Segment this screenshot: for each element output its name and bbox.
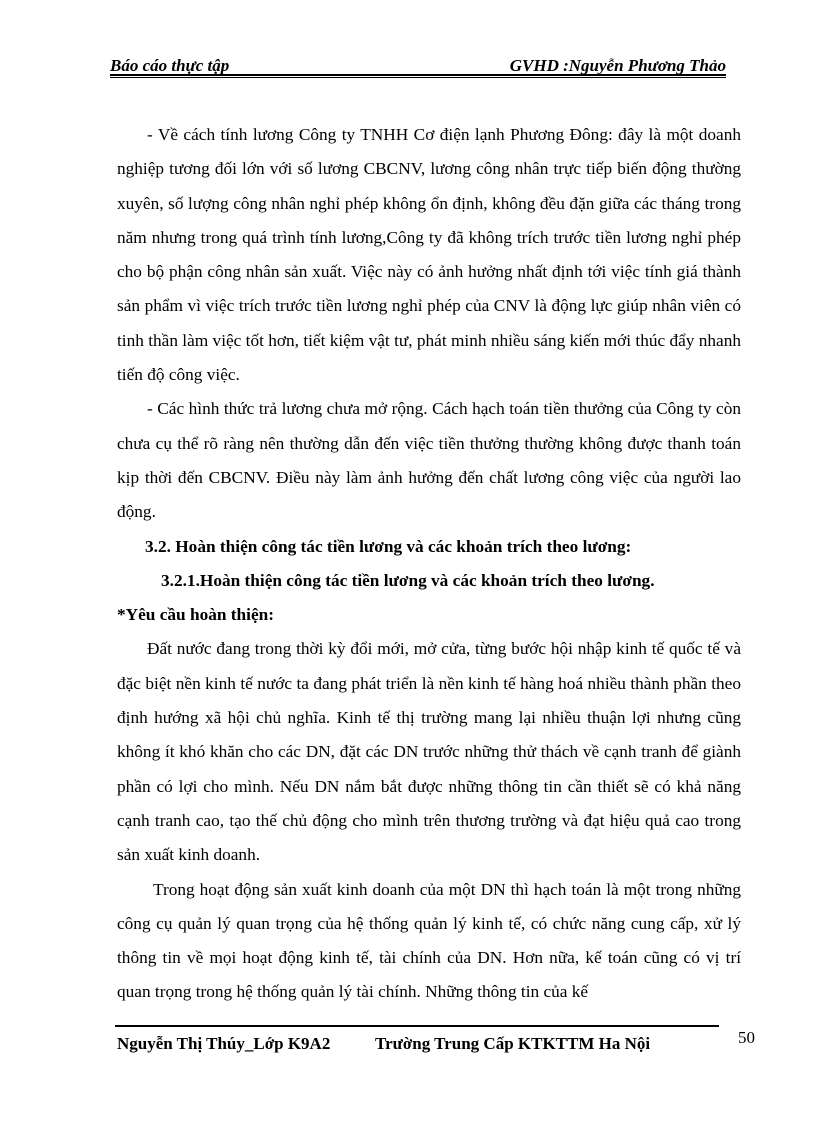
footer-divider	[115, 1025, 719, 1027]
paragraph-accounting: Trong hoạt động sản xuất kinh doanh của một DN thì hạch toán là một trong những công cụ quản lý quan trọng của hệ thống quản lý kinh tế, có chức năng cung cấp, xử lý thông tin về mọi hoạt động kinh tế, tài chính của DN. Hơn nữa, kế toán cũng có vị trí quan trọng trong hệ thống quản lý tài chính. Những thông tin của kế	[117, 879, 741, 1002]
paragraph-salary-calculation: - Về cách tính lương Công ty TNHH Cơ điện lạnh Phương Đông: đây là một doanh nghiệp tương đối lớn với số lương CBCNV, lương công nhân trực tiếp biến động thường xuyên, số lượng công nhân nghỉ phép không ổn định, không đều đặn giữa các tháng trong năm nhưng trong quá trình tính lương,Công ty đã không trích trước tiền lương nghỉ phép cho bộ phận công nhân sản xuất. Việc này có ảnh hưởng nhất định tới việc tính giá thành sản phẩm vì việc trích trước tiền lương nghỉ phép của CNV là động lực giúp nhân viên có tinh thần làm việc tốt hơn, tiết kiệm vật tư, phát minh nhiều sáng kiến mới thúc đẩy nhanh tiến độ công việc.	[117, 125, 741, 385]
page-header	[110, 50, 726, 76]
header-report-title: Báo cáo thực tập	[110, 56, 230, 75]
subsection-heading: 3.2.1.Hoàn thiện công tác tiền lương và các khoản trích theo lương.	[161, 570, 655, 590]
page-number: 50	[738, 1028, 755, 1047]
paragraph-payment-forms: - Các hình thức trả lương chưa mở rộng. Cách hạch toán tiền thưởng của Công ty còn chưa cụ thể rõ ràng nên thường dẫn đến việc tiền thưởng thường không được thanh toán kịp thời đến CBCNV. Điều này làm ảnh hưởng đến chất lương công việc của người lao động.	[117, 399, 741, 522]
header-divider	[110, 74, 726, 78]
footer-author: Nguyễn Thị Thúy_Lớp K9A2	[117, 1034, 331, 1053]
page-body	[117, 118, 741, 1010]
footer-school: Trường Trung Cấp KTKTTM Ha Nội	[375, 1034, 651, 1053]
requirements-heading: *Yêu cầu hoàn thiện:	[117, 605, 274, 625]
header-supervisor: GVHD :Nguyễn Phương Thảo	[509, 56, 726, 75]
paragraph-economy: Đất nước đang trong thời kỳ đổi mới, mở cửa, từng bước hội nhập kinh tế quốc tế và đặc biệt nền kinh tế nước ta đang phát triển là nền kinh tế hàng hoá nhiều thành phần theo định hướng xã hội chủ nghĩa. Kinh tế thị trường mang lại nhiều thuận lợi nhưng cũng không ít khó khăn cho các DN, đặt các DN trước những thử thách về cạnh tranh để giành phần có lợi cho mình. Nếu DN nắm bắt được những thông tin cần thiết sẽ có khả năng cạnh tranh cao, tạo thế chủ động cho mình trên thương trường và đạt hiệu quả cao trong sản xuất kinh doanh.	[117, 639, 741, 865]
section-heading: 3.2. Hoàn thiện công tác tiền lương và các khoản trích theo lương:	[145, 536, 632, 556]
